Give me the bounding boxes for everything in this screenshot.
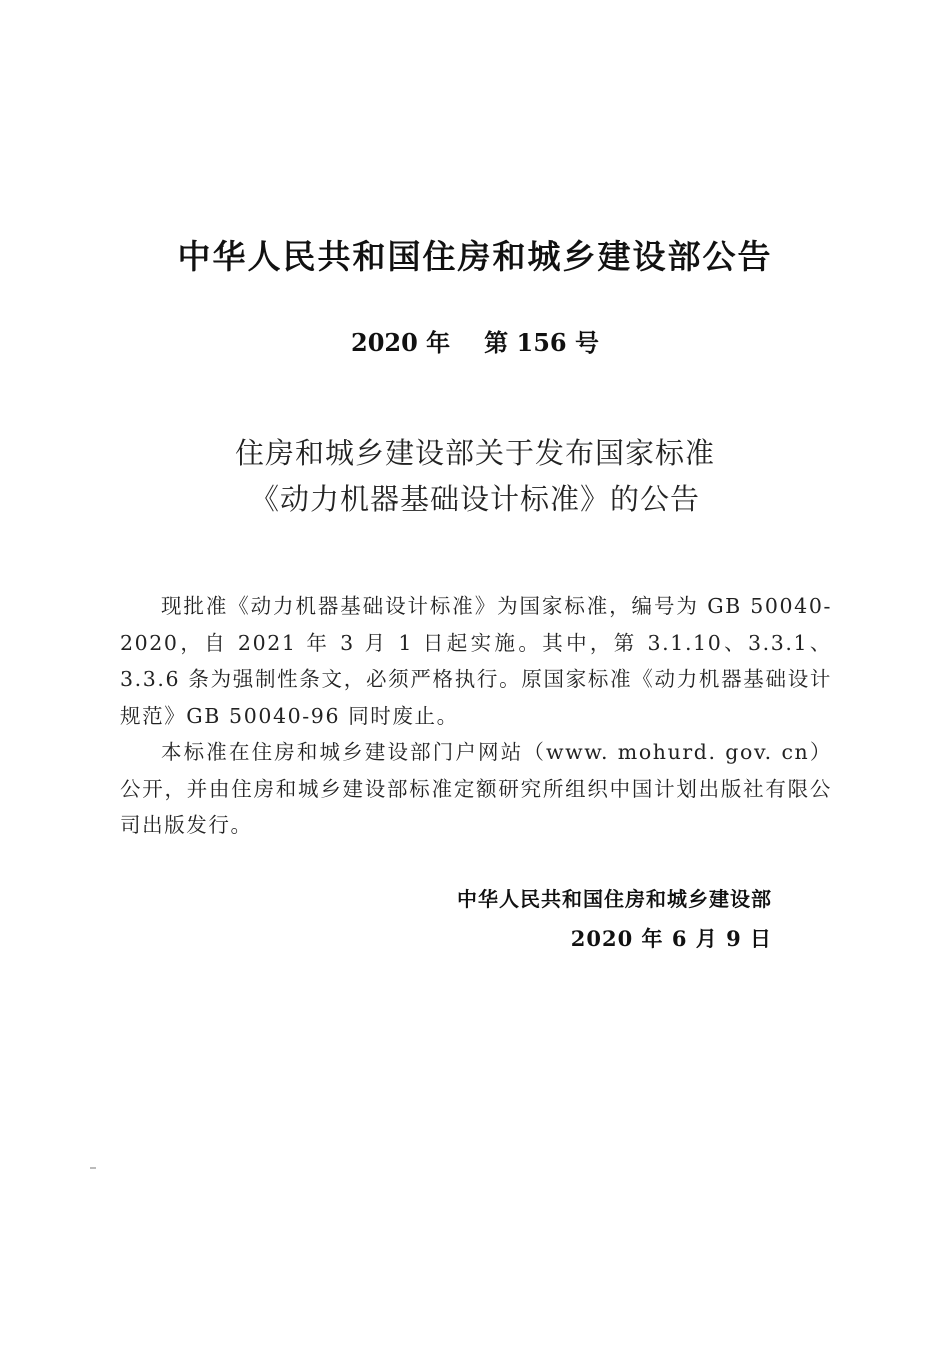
issue-date: 2020 年 6 月 9 日: [570, 926, 772, 951]
announcement-body: [120, 588, 832, 844]
subtitle-line-2: 《动力机器基础设计标准》的公告: [249, 482, 700, 516]
scan-speck: [90, 1167, 96, 1169]
body-paragraph-2: 本标准在住房和城乡建设部门户网站（www. mohurd. gov. cn）公开，并由住房和城乡建设部标准定额研究所组织中国计划出版社有限公司出版发行。: [120, 740, 832, 837]
page-title: 中华人民共和国住房和城乡建设部公告: [177, 237, 773, 276]
announcement-year: 2020 年: [351, 328, 451, 357]
signature-block: [457, 880, 772, 958]
announcement-serial: 第 156 号: [484, 328, 599, 357]
announcement-number: [0, 325, 950, 361]
issuer-name: 中华人民共和国住房和城乡建设部: [457, 887, 772, 911]
announcement-subtitle: [0, 430, 950, 522]
subtitle-line-1: 住房和城乡建设部关于发布国家标准: [234, 436, 715, 470]
body-paragraph-1: 现批准《动力机器基础设计标准》为国家标准，编号为 GB 50040-2020，自 2021 年 3 月 1 日起实施。其中，第 3.1.10、3.3.1、3.3.6 条为强制性条文，必须严格执行。原国家标准《动力机器基础设计规范》GB 50040-96 同时废止。: [120, 594, 832, 728]
